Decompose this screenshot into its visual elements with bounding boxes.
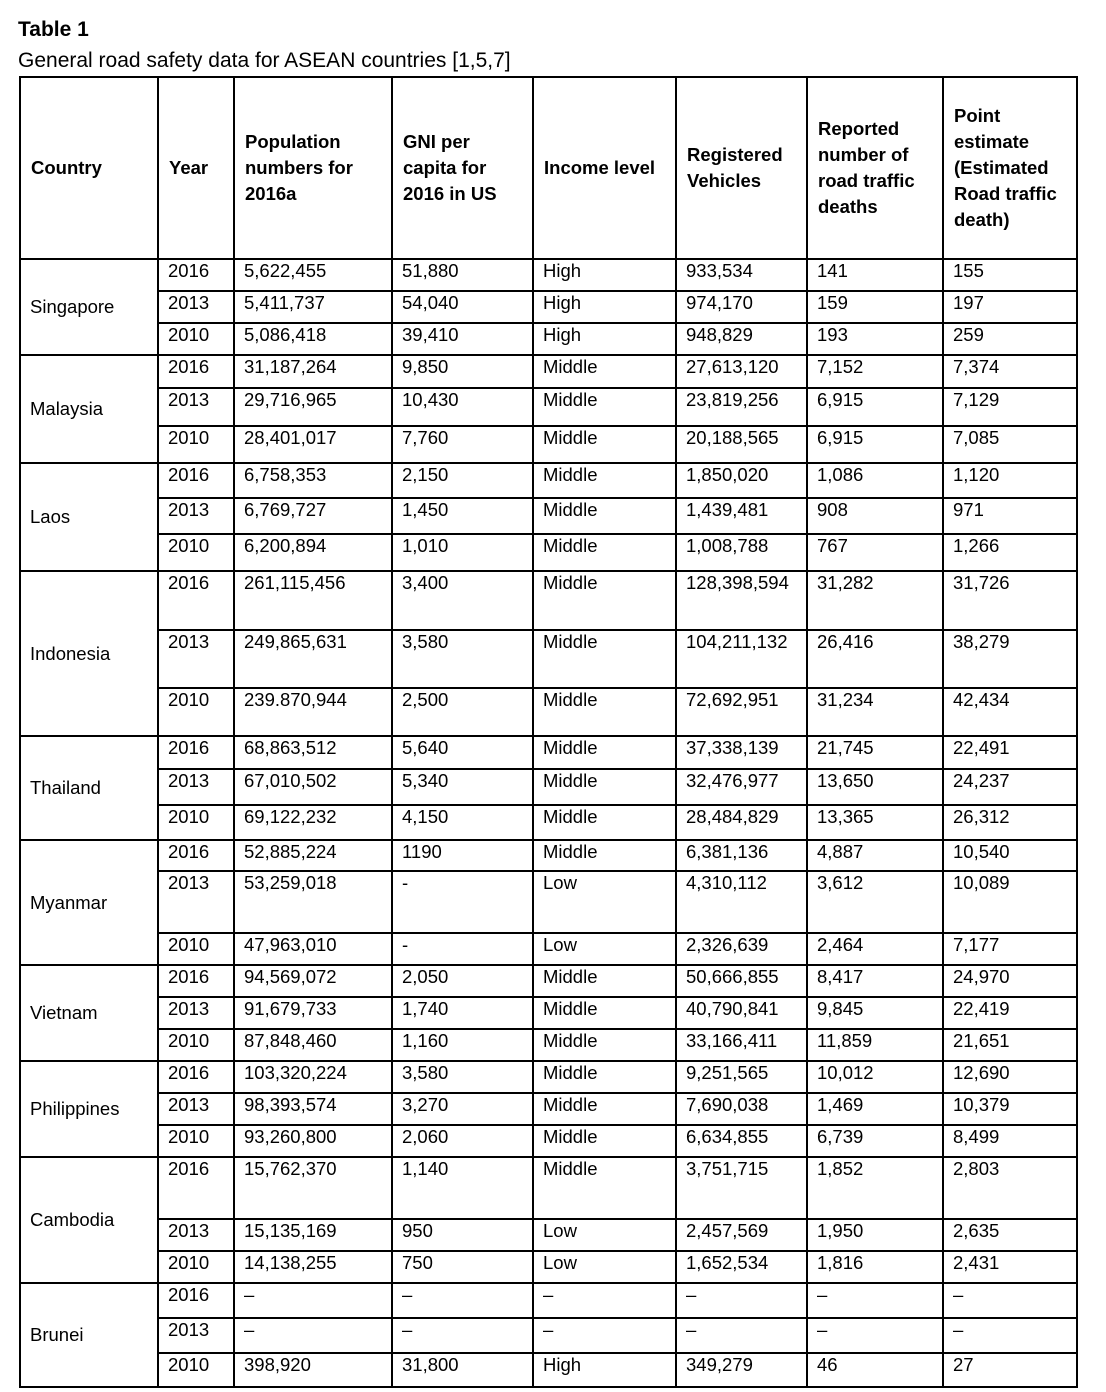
- table-row: [20, 291, 1077, 323]
- vehicles-cell: 933,534: [676, 259, 807, 291]
- estimate-cell: –: [943, 1318, 1077, 1353]
- vehicles-cell: 28,484,829: [676, 805, 807, 840]
- vehicles-cell: 4,310,112: [676, 871, 807, 933]
- gni-cell: 5,340: [392, 769, 533, 805]
- year-cell: 2010: [158, 323, 234, 355]
- country-cell: Laos: [20, 463, 158, 571]
- vehicles-cell: 20,188,565: [676, 426, 807, 463]
- population-cell: 28,401,017: [234, 426, 392, 463]
- gni-cell: 2,060: [392, 1125, 533, 1157]
- reported-deaths-cell: 1,852: [807, 1157, 943, 1219]
- estimate-cell: 2,803: [943, 1157, 1077, 1219]
- income-cell: Middle: [533, 355, 676, 388]
- vehicles-cell: 6,381,136: [676, 840, 807, 871]
- table-label: Table 1: [18, 18, 89, 41]
- year-cell: 2013: [158, 769, 234, 805]
- income-cell: Low: [533, 871, 676, 933]
- reported-deaths-cell: 31,234: [807, 688, 943, 736]
- vehicles-cell: 9,251,565: [676, 1061, 807, 1093]
- gni-cell: -: [392, 871, 533, 933]
- gni-cell: 950: [392, 1219, 533, 1251]
- year-cell: 2010: [158, 426, 234, 463]
- table-row: [20, 388, 1077, 426]
- population-cell: 249,865,631: [234, 630, 392, 688]
- vehicles-cell: 6,634,855: [676, 1125, 807, 1157]
- estimate-cell: 42,434: [943, 688, 1077, 736]
- gni-cell: 1,740: [392, 997, 533, 1029]
- table-row: [20, 571, 1077, 630]
- reported-deaths-cell: 6,739: [807, 1125, 943, 1157]
- table-row: [20, 630, 1077, 688]
- vehicles-cell: 1,008,788: [676, 534, 807, 571]
- vehicles-cell: 27,613,120: [676, 355, 807, 388]
- estimate-cell: 2,431: [943, 1251, 1077, 1283]
- gni-cell: 7,760: [392, 426, 533, 463]
- year-cell: 2016: [158, 965, 234, 997]
- year-cell: 2016: [158, 259, 234, 291]
- estimate-cell: 38,279: [943, 630, 1077, 688]
- income-cell: Middle: [533, 736, 676, 769]
- estimate-cell: 10,540: [943, 840, 1077, 871]
- income-cell: Low: [533, 1251, 676, 1283]
- reported-deaths-cell: 6,915: [807, 426, 943, 463]
- vehicles-cell: 2,457,569: [676, 1219, 807, 1251]
- year-cell: 2016: [158, 355, 234, 388]
- year-cell: 2013: [158, 291, 234, 323]
- year-cell: 2010: [158, 1125, 234, 1157]
- header-point-estimate: Point estimate (Estimated Road traffic death): [943, 77, 1077, 259]
- reported-deaths-cell: 1,086: [807, 463, 943, 498]
- estimate-cell: 31,726: [943, 571, 1077, 630]
- vehicles-cell: 7,690,038: [676, 1093, 807, 1125]
- year-cell: 2013: [158, 388, 234, 426]
- gni-cell: 3,400: [392, 571, 533, 630]
- income-cell: Middle: [533, 534, 676, 571]
- estimate-cell: 10,089: [943, 871, 1077, 933]
- table-row: [20, 463, 1077, 498]
- header-population: Population numbers for 2016a: [234, 77, 392, 259]
- income-cell: Middle: [533, 630, 676, 688]
- reported-deaths-cell: 6,915: [807, 388, 943, 426]
- year-cell: 2016: [158, 571, 234, 630]
- population-cell: 5,086,418: [234, 323, 392, 355]
- estimate-cell: 26,312: [943, 805, 1077, 840]
- population-cell: 69,122,232: [234, 805, 392, 840]
- income-cell: High: [533, 291, 676, 323]
- vehicles-cell: 37,338,139: [676, 736, 807, 769]
- reported-deaths-cell: 26,416: [807, 630, 943, 688]
- reported-deaths-cell: 2,464: [807, 933, 943, 965]
- reported-deaths-cell: 908: [807, 498, 943, 534]
- reported-deaths-cell: –: [807, 1318, 943, 1353]
- population-cell: 5,622,455: [234, 259, 392, 291]
- estimate-cell: 1,120: [943, 463, 1077, 498]
- income-cell: Middle: [533, 965, 676, 997]
- population-cell: 67,010,502: [234, 769, 392, 805]
- year-cell: 2013: [158, 630, 234, 688]
- table-row: [20, 769, 1077, 805]
- table-row: [20, 426, 1077, 463]
- gni-cell: 3,270: [392, 1093, 533, 1125]
- population-cell: 52,885,224: [234, 840, 392, 871]
- estimate-cell: 7,085: [943, 426, 1077, 463]
- year-cell: 2016: [158, 1157, 234, 1219]
- reported-deaths-cell: 159: [807, 291, 943, 323]
- population-cell: 6,200,894: [234, 534, 392, 571]
- header-income: Income level: [533, 77, 676, 259]
- gni-cell: 1,010: [392, 534, 533, 571]
- income-cell: Middle: [533, 426, 676, 463]
- population-cell: –: [234, 1318, 392, 1353]
- income-cell: Middle: [533, 463, 676, 498]
- vehicles-cell: 128,398,594: [676, 571, 807, 630]
- population-cell: 15,762,370: [234, 1157, 392, 1219]
- population-cell: 31,187,264: [234, 355, 392, 388]
- table-row: [20, 688, 1077, 736]
- estimate-cell: 1,266: [943, 534, 1077, 571]
- reported-deaths-cell: 8,417: [807, 965, 943, 997]
- vehicles-cell: –: [676, 1283, 807, 1318]
- estimate-cell: 10,379: [943, 1093, 1077, 1125]
- population-cell: 6,758,353: [234, 463, 392, 498]
- table-row: [20, 997, 1077, 1029]
- vehicles-cell: 1,850,020: [676, 463, 807, 498]
- table-row: [20, 323, 1077, 355]
- header-row: [20, 77, 1077, 259]
- income-cell: Middle: [533, 571, 676, 630]
- table-row: [20, 1318, 1077, 1353]
- reported-deaths-cell: 1,469: [807, 1093, 943, 1125]
- year-cell: 2016: [158, 736, 234, 769]
- header-gni: GNI per capita for 2016 in US: [392, 77, 533, 259]
- country-cell: Malaysia: [20, 355, 158, 463]
- population-cell: 98,393,574: [234, 1093, 392, 1125]
- income-cell: –: [533, 1283, 676, 1318]
- vehicles-cell: 3,751,715: [676, 1157, 807, 1219]
- income-cell: Middle: [533, 997, 676, 1029]
- population-cell: 29,716,965: [234, 388, 392, 426]
- year-cell: 2016: [158, 1283, 234, 1318]
- income-cell: Middle: [533, 1029, 676, 1061]
- vehicles-cell: –: [676, 1318, 807, 1353]
- table-body: [20, 259, 1077, 1387]
- year-cell: 2010: [158, 805, 234, 840]
- population-cell: 53,259,018: [234, 871, 392, 933]
- vehicles-cell: 974,170: [676, 291, 807, 323]
- country-cell: Thailand: [20, 736, 158, 840]
- table-row: [20, 933, 1077, 965]
- vehicles-cell: 1,439,481: [676, 498, 807, 534]
- reported-deaths-cell: 7,152: [807, 355, 943, 388]
- gni-cell: 1,160: [392, 1029, 533, 1061]
- reported-deaths-cell: 31,282: [807, 571, 943, 630]
- population-cell: 261,115,456: [234, 571, 392, 630]
- gni-cell: 750: [392, 1251, 533, 1283]
- income-cell: Middle: [533, 805, 676, 840]
- estimate-cell: 24,970: [943, 965, 1077, 997]
- estimate-cell: 7,129: [943, 388, 1077, 426]
- table-row: [20, 355, 1077, 388]
- vehicles-cell: 104,211,132: [676, 630, 807, 688]
- estimate-cell: 971: [943, 498, 1077, 534]
- gni-cell: 2,150: [392, 463, 533, 498]
- estimate-cell: 155: [943, 259, 1077, 291]
- reported-deaths-cell: 9,845: [807, 997, 943, 1029]
- table-row: [20, 259, 1077, 291]
- reported-deaths-cell: 13,650: [807, 769, 943, 805]
- estimate-cell: –: [943, 1283, 1077, 1318]
- population-cell: 47,963,010: [234, 933, 392, 965]
- table-row: [20, 871, 1077, 933]
- year-cell: 2010: [158, 933, 234, 965]
- vehicles-cell: 349,279: [676, 1353, 807, 1387]
- table-row: [20, 1219, 1077, 1251]
- country-cell: Indonesia: [20, 571, 158, 736]
- vehicles-cell: 50,666,855: [676, 965, 807, 997]
- estimate-cell: 2,635: [943, 1219, 1077, 1251]
- vehicles-cell: 1,652,534: [676, 1251, 807, 1283]
- country-cell: Cambodia: [20, 1157, 158, 1283]
- year-cell: 2010: [158, 1353, 234, 1387]
- gni-cell: –: [392, 1283, 533, 1318]
- table-row: [20, 840, 1077, 871]
- year-cell: 2016: [158, 1061, 234, 1093]
- road-safety-table: [19, 76, 1078, 1388]
- income-cell: Middle: [533, 388, 676, 426]
- income-cell: Middle: [533, 840, 676, 871]
- reported-deaths-cell: 10,012: [807, 1061, 943, 1093]
- population-cell: 103,320,224: [234, 1061, 392, 1093]
- table-row: [20, 1157, 1077, 1219]
- estimate-cell: 21,651: [943, 1029, 1077, 1061]
- year-cell: 2013: [158, 1219, 234, 1251]
- header-vehicles: Registered Vehicles: [676, 77, 807, 259]
- gni-cell: -: [392, 933, 533, 965]
- country-cell: Brunei: [20, 1283, 158, 1387]
- year-cell: 2010: [158, 1029, 234, 1061]
- population-cell: 68,863,512: [234, 736, 392, 769]
- gni-cell: 51,880: [392, 259, 533, 291]
- year-cell: 2010: [158, 534, 234, 571]
- country-cell: Vietnam: [20, 965, 158, 1061]
- country-cell: Myanmar: [20, 840, 158, 965]
- population-cell: 15,135,169: [234, 1219, 392, 1251]
- year-cell: 2013: [158, 1093, 234, 1125]
- vehicles-cell: 2,326,639: [676, 933, 807, 965]
- income-cell: Middle: [533, 769, 676, 805]
- estimate-cell: 22,419: [943, 997, 1077, 1029]
- vehicles-cell: 72,692,951: [676, 688, 807, 736]
- gni-cell: 3,580: [392, 1061, 533, 1093]
- table-row: [20, 1029, 1077, 1061]
- population-cell: 91,679,733: [234, 997, 392, 1029]
- header-year: Year: [158, 77, 234, 259]
- population-cell: 6,769,727: [234, 498, 392, 534]
- table-row: [20, 1061, 1077, 1093]
- gni-cell: 39,410: [392, 323, 533, 355]
- gni-cell: 54,040: [392, 291, 533, 323]
- estimate-cell: 12,690: [943, 1061, 1077, 1093]
- gni-cell: 5,640: [392, 736, 533, 769]
- population-cell: 87,848,460: [234, 1029, 392, 1061]
- year-cell: 2013: [158, 498, 234, 534]
- gni-cell: 1,450: [392, 498, 533, 534]
- reported-deaths-cell: 21,745: [807, 736, 943, 769]
- reported-deaths-cell: 1,816: [807, 1251, 943, 1283]
- income-cell: Middle: [533, 1157, 676, 1219]
- reported-deaths-cell: 767: [807, 534, 943, 571]
- country-cell: Singapore: [20, 259, 158, 355]
- estimate-cell: 24,237: [943, 769, 1077, 805]
- year-cell: 2013: [158, 871, 234, 933]
- reported-deaths-cell: 141: [807, 259, 943, 291]
- gni-cell: 10,430: [392, 388, 533, 426]
- year-cell: 2016: [158, 463, 234, 498]
- estimate-cell: 197: [943, 291, 1077, 323]
- vehicles-cell: 33,166,411: [676, 1029, 807, 1061]
- estimate-cell: 22,491: [943, 736, 1077, 769]
- table-title: General road safety data for ASEAN countries [1,5,7]: [18, 49, 511, 72]
- income-cell: High: [533, 259, 676, 291]
- gni-cell: 1,140: [392, 1157, 533, 1219]
- gni-cell: –: [392, 1318, 533, 1353]
- population-cell: 14,138,255: [234, 1251, 392, 1283]
- estimate-cell: 27: [943, 1353, 1077, 1387]
- income-cell: Middle: [533, 1125, 676, 1157]
- reported-deaths-cell: –: [807, 1283, 943, 1318]
- reported-deaths-cell: 11,859: [807, 1029, 943, 1061]
- table-row: [20, 1251, 1077, 1283]
- population-cell: 5,411,737: [234, 291, 392, 323]
- vehicles-cell: 32,476,977: [676, 769, 807, 805]
- header-country: Country: [20, 77, 158, 259]
- year-cell: 2016: [158, 840, 234, 871]
- estimate-cell: 7,374: [943, 355, 1077, 388]
- table-row: [20, 1125, 1077, 1157]
- header-reported-deaths: Reported number of road traffic deaths: [807, 77, 943, 259]
- population-cell: 239.870,944: [234, 688, 392, 736]
- year-cell: 2013: [158, 997, 234, 1029]
- income-cell: Middle: [533, 1093, 676, 1125]
- year-cell: 2010: [158, 1251, 234, 1283]
- vehicles-cell: 948,829: [676, 323, 807, 355]
- country-cell: Philippines: [20, 1061, 158, 1157]
- population-cell: 94,569,072: [234, 965, 392, 997]
- year-cell: 2013: [158, 1318, 234, 1353]
- population-cell: 93,260,800: [234, 1125, 392, 1157]
- income-cell: Middle: [533, 498, 676, 534]
- gni-cell: 3,580: [392, 630, 533, 688]
- gni-cell: 1190: [392, 840, 533, 871]
- vehicles-cell: 23,819,256: [676, 388, 807, 426]
- gni-cell: 31,800: [392, 1353, 533, 1387]
- estimate-cell: 7,177: [943, 933, 1077, 965]
- income-cell: High: [533, 1353, 676, 1387]
- gni-cell: 4,150: [392, 805, 533, 840]
- income-cell: Low: [533, 933, 676, 965]
- reported-deaths-cell: 3,612: [807, 871, 943, 933]
- income-cell: –: [533, 1318, 676, 1353]
- reported-deaths-cell: 193: [807, 323, 943, 355]
- gni-cell: 2,500: [392, 688, 533, 736]
- estimate-cell: 8,499: [943, 1125, 1077, 1157]
- reported-deaths-cell: 13,365: [807, 805, 943, 840]
- vehicles-cell: 40,790,841: [676, 997, 807, 1029]
- income-cell: Middle: [533, 1061, 676, 1093]
- gni-cell: 2,050: [392, 965, 533, 997]
- table-row: [20, 736, 1077, 769]
- reported-deaths-cell: 46: [807, 1353, 943, 1387]
- income-cell: Middle: [533, 688, 676, 736]
- year-cell: 2010: [158, 688, 234, 736]
- income-cell: High: [533, 323, 676, 355]
- population-cell: 398,920: [234, 1353, 392, 1387]
- income-cell: Low: [533, 1219, 676, 1251]
- table-row: [20, 1353, 1077, 1387]
- table-row: [20, 498, 1077, 534]
- table-row: [20, 1283, 1077, 1318]
- reported-deaths-cell: 4,887: [807, 840, 943, 871]
- estimate-cell: 259: [943, 323, 1077, 355]
- gni-cell: 9,850: [392, 355, 533, 388]
- table-row: [20, 805, 1077, 840]
- table-row: [20, 1093, 1077, 1125]
- population-cell: –: [234, 1283, 392, 1318]
- table-row: [20, 965, 1077, 997]
- reported-deaths-cell: 1,950: [807, 1219, 943, 1251]
- table-row: [20, 534, 1077, 571]
